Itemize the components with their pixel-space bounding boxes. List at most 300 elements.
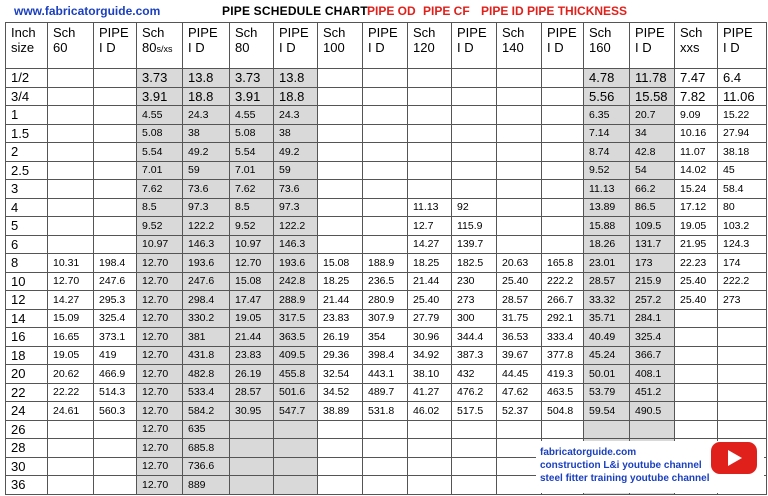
- table-cell: 5.54: [137, 143, 183, 162]
- table-cell: [48, 235, 94, 254]
- pipe-size-cell: 3: [6, 180, 48, 199]
- table-cell: 222.2: [718, 272, 767, 291]
- table-cell: [497, 69, 542, 88]
- table-cell: [363, 143, 408, 162]
- pipe-size-cell: 2: [6, 143, 48, 162]
- table-cell: [94, 161, 137, 180]
- table-cell: [363, 198, 408, 217]
- table-cell: 9.52: [230, 217, 274, 236]
- table-cell: 387.3: [452, 346, 497, 365]
- column-header-value: 80: [235, 40, 250, 55]
- table-cell: [318, 143, 363, 162]
- pipe-size-cell: 28: [6, 439, 48, 458]
- table-cell: 7.82: [675, 87, 718, 106]
- table-cell: [94, 457, 137, 476]
- table-cell: [363, 457, 408, 476]
- play-icon: [728, 450, 742, 466]
- table-cell: 12.70: [137, 476, 183, 495]
- table-cell: [497, 143, 542, 162]
- table-cell: 21.95: [675, 235, 718, 254]
- table-cell: [48, 420, 94, 439]
- table-cell: [318, 420, 363, 439]
- table-cell: 38.89: [318, 402, 363, 421]
- table-cell: 86.5: [630, 198, 675, 217]
- table-cell: 5.08: [230, 124, 274, 143]
- table-cell: 80: [718, 198, 767, 217]
- table-cell: [497, 476, 542, 495]
- table-cell: [452, 161, 497, 180]
- table-cell: 13.8: [183, 69, 230, 88]
- table-cell: 18.8: [183, 87, 230, 106]
- table-cell: 40.49: [584, 328, 630, 347]
- table-cell: [452, 87, 497, 106]
- table-cell: 26.19: [230, 365, 274, 384]
- table-cell: [230, 457, 274, 476]
- table-cell: 584.2: [183, 402, 230, 421]
- table-cell: [408, 457, 452, 476]
- table-cell: [94, 235, 137, 254]
- table-cell: 10.97: [137, 235, 183, 254]
- table-cell: 432: [452, 365, 497, 384]
- column-header-line1: Sch: [413, 25, 436, 40]
- table-cell: 21.44: [318, 291, 363, 310]
- table-cell: 408.1: [630, 365, 675, 384]
- table-cell: [408, 180, 452, 199]
- table-cell: [94, 69, 137, 88]
- table-cell: [542, 235, 584, 254]
- pipe-size-cell: 18: [6, 346, 48, 365]
- column-header-line2: [680, 40, 717, 55]
- table-cell: [94, 124, 137, 143]
- table-cell: 298.4: [183, 291, 230, 310]
- table-cell: 419.3: [542, 365, 584, 384]
- table-cell: [542, 161, 584, 180]
- table-cell: 122.2: [274, 217, 318, 236]
- table-cell: [318, 235, 363, 254]
- table-cell: 25.40: [497, 272, 542, 291]
- table-cell: 455.8: [274, 365, 318, 384]
- table-cell: 889: [183, 476, 230, 495]
- table-cell: 34: [630, 124, 675, 143]
- table-cell: 20.63: [497, 254, 542, 273]
- table-cell: [497, 161, 542, 180]
- column-header-line1: PIPE: [279, 25, 309, 40]
- table-cell: 15.24: [675, 180, 718, 199]
- column-header-line1: Inch: [11, 25, 36, 40]
- pipe-size-cell: 5: [6, 217, 48, 236]
- table-cell: 547.7: [274, 402, 318, 421]
- table-row: [6, 217, 767, 236]
- table-row: [6, 198, 767, 217]
- pipe-size-cell: 1: [6, 106, 48, 125]
- promo-site[interactable]: fabricatorguide.com: [540, 447, 637, 458]
- table-cell: 12.70: [137, 328, 183, 347]
- table-cell: 38.10: [408, 365, 452, 384]
- table-cell: [408, 106, 452, 125]
- table-cell: 34.52: [318, 383, 363, 402]
- table-cell: 17.12: [675, 198, 718, 217]
- table-cell: [497, 87, 542, 106]
- table-cell: [48, 106, 94, 125]
- tag-pipe-id-thickness: PIPE ID PIPE THICKNESS: [481, 4, 628, 18]
- table-row: [6, 346, 767, 365]
- table-cell: 363.5: [274, 328, 318, 347]
- table-cell: [48, 161, 94, 180]
- table-cell: [48, 87, 94, 106]
- table-cell: 24.3: [183, 106, 230, 125]
- table-cell: [584, 420, 630, 439]
- table-cell: 12.70: [137, 254, 183, 273]
- table-cell: 504.8: [542, 402, 584, 421]
- site-url[interactable]: www.fabricatorguide.com: [14, 4, 161, 18]
- table-cell: [452, 69, 497, 88]
- table-cell: 45.24: [584, 346, 630, 365]
- column-header: [137, 23, 183, 69]
- promo-channel-1[interactable]: construction L&i youtube channel: [540, 460, 702, 471]
- table-cell: 182.5: [452, 254, 497, 273]
- column-header-value: xxs: [680, 40, 700, 55]
- table-cell: 174: [718, 254, 767, 273]
- table-cell: 273: [452, 291, 497, 310]
- table-cell: [718, 420, 767, 439]
- table-cell: 26.19: [318, 328, 363, 347]
- column-header-line1: PIPE: [723, 25, 753, 40]
- table-cell: 7.62: [137, 180, 183, 199]
- table-cell: 489.7: [363, 383, 408, 402]
- pipe-size-cell: 1.5: [6, 124, 48, 143]
- table-cell: 30.95: [230, 402, 274, 421]
- table-cell: 5.56: [584, 87, 630, 106]
- table-cell: 44.45: [497, 365, 542, 384]
- table-row: [6, 309, 767, 328]
- table-cell: 12.70: [137, 402, 183, 421]
- table-cell: 12.70: [230, 254, 274, 273]
- table-cell: 284.1: [630, 309, 675, 328]
- column-header-suffix: s/xs: [156, 44, 173, 54]
- table-cell: 9.52: [584, 161, 630, 180]
- table-cell: 198.4: [94, 254, 137, 273]
- column-header-line2: [53, 40, 93, 55]
- table-cell: 59.54: [584, 402, 630, 421]
- table-cell: 33.32: [584, 291, 630, 310]
- column-header-line2: [99, 40, 136, 55]
- table-cell: 59: [183, 161, 230, 180]
- table-cell: 193.6: [183, 254, 230, 273]
- table-cell: 35.71: [584, 309, 630, 328]
- table-cell: [718, 402, 767, 421]
- column-header-line2: [457, 40, 496, 55]
- table-cell: 73.6: [183, 180, 230, 199]
- table-cell: [363, 124, 408, 143]
- table-cell: [497, 217, 542, 236]
- table-row: [6, 87, 767, 106]
- table-cell: 431.8: [183, 346, 230, 365]
- table-cell: 19.05: [675, 217, 718, 236]
- table-cell: 373.1: [94, 328, 137, 347]
- table-cell: [452, 457, 497, 476]
- table-cell: 4.55: [137, 106, 183, 125]
- table-row: [6, 235, 767, 254]
- table-cell: 52.37: [497, 402, 542, 421]
- table-cell: [452, 420, 497, 439]
- column-header-line1: Sch: [323, 25, 346, 40]
- table-cell: 222.2: [542, 272, 584, 291]
- table-cell: 443.1: [363, 365, 408, 384]
- table-cell: 188.9: [363, 254, 408, 273]
- table-cell: [318, 124, 363, 143]
- table-cell: [363, 420, 408, 439]
- table-cell: 5.08: [137, 124, 183, 143]
- column-header-line1: Sch: [235, 25, 258, 40]
- column-header: [48, 23, 94, 69]
- table-cell: 15.58: [630, 87, 675, 106]
- table-row: [6, 365, 767, 384]
- table-cell: [497, 420, 542, 439]
- table-cell: 354: [363, 328, 408, 347]
- table-cell: [675, 383, 718, 402]
- column-header-line1: PIPE: [368, 25, 398, 40]
- table-cell: [675, 309, 718, 328]
- table-cell: 7.01: [137, 161, 183, 180]
- table-cell: 409.5: [274, 346, 318, 365]
- table-cell: 16.65: [48, 328, 94, 347]
- table-cell: [94, 420, 137, 439]
- column-header-line1: PIPE: [99, 25, 129, 40]
- table-cell: 38.18: [718, 143, 767, 162]
- table-cell: 28.57: [497, 291, 542, 310]
- table-cell: 47.62: [497, 383, 542, 402]
- table-cell: 173: [630, 254, 675, 273]
- tag-pipe-cf: PIPE CF: [423, 4, 470, 18]
- column-header-line1: Sch: [53, 25, 76, 40]
- table-cell: 273: [718, 291, 767, 310]
- table-cell: 15.08: [318, 254, 363, 273]
- table-cell: 295.3: [94, 291, 137, 310]
- table-cell: 21.44: [408, 272, 452, 291]
- table-row: [6, 420, 767, 439]
- table-cell: 22.23: [675, 254, 718, 273]
- column-header: [584, 23, 630, 69]
- table-cell: 685.8: [183, 439, 230, 458]
- column-header-line1: Sch: [142, 25, 165, 40]
- table-cell: 23.83: [230, 346, 274, 365]
- pipe-size-cell: 14: [6, 309, 48, 328]
- column-header-line2: [547, 40, 583, 55]
- table-cell: 27.94: [718, 124, 767, 143]
- table-cell: 50.01: [584, 365, 630, 384]
- table-cell: 66.2: [630, 180, 675, 199]
- table-row: [6, 254, 767, 273]
- table-row: [6, 402, 767, 421]
- table-cell: [408, 69, 452, 88]
- table-row: [6, 143, 767, 162]
- column-header-line2: [723, 40, 766, 55]
- column-header-value: I D: [188, 40, 205, 55]
- column-header: [274, 23, 318, 69]
- table-cell: 146.3: [274, 235, 318, 254]
- table-cell: [363, 106, 408, 125]
- table-cell: 242.8: [274, 272, 318, 291]
- table-cell: [542, 124, 584, 143]
- table-cell: 193.6: [274, 254, 318, 273]
- table-cell: [94, 439, 137, 458]
- table-cell: 8.5: [137, 198, 183, 217]
- column-header-line2: [11, 40, 47, 55]
- table-cell: [230, 439, 274, 458]
- table-cell: 58.4: [718, 180, 767, 199]
- table-cell: 560.3: [94, 402, 137, 421]
- table-cell: 14.02: [675, 161, 718, 180]
- table-cell: 10.31: [48, 254, 94, 273]
- table-cell: [452, 180, 497, 199]
- table-cell: [542, 69, 584, 88]
- table-cell: 25.40: [408, 291, 452, 310]
- table-cell: 34.92: [408, 346, 452, 365]
- table-cell: [718, 383, 767, 402]
- table-cell: [318, 69, 363, 88]
- table-cell: 451.2: [630, 383, 675, 402]
- table-cell: [318, 457, 363, 476]
- table-cell: 12.70: [137, 309, 183, 328]
- table-cell: 288.9: [274, 291, 318, 310]
- table-cell: 18.25: [318, 272, 363, 291]
- table-row: [6, 383, 767, 402]
- table-cell: [497, 106, 542, 125]
- table-cell: [452, 439, 497, 458]
- table-cell: 39.67: [497, 346, 542, 365]
- table-cell: [452, 143, 497, 162]
- table-cell: 13.8: [274, 69, 318, 88]
- table-cell: [542, 180, 584, 199]
- table-cell: [408, 439, 452, 458]
- column-header: [408, 23, 452, 69]
- table-cell: 15.08: [230, 272, 274, 291]
- youtube-icon[interactable]: [711, 442, 757, 474]
- table-cell: 124.3: [718, 235, 767, 254]
- table-cell: 12.70: [137, 420, 183, 439]
- table-cell: 165.8: [542, 254, 584, 273]
- table-cell: 4.55: [230, 106, 274, 125]
- table-cell: 146.3: [183, 235, 230, 254]
- table-cell: 398.4: [363, 346, 408, 365]
- column-header-value: I D: [279, 40, 296, 55]
- table-cell: [274, 476, 318, 495]
- table-cell: 19.05: [230, 309, 274, 328]
- table-cell: 330.2: [183, 309, 230, 328]
- column-header-value: 80: [142, 40, 157, 55]
- table-cell: [542, 143, 584, 162]
- column-header-line2: [235, 40, 273, 55]
- table-cell: 12.70: [48, 272, 94, 291]
- pipe-size-cell: 20: [6, 365, 48, 384]
- table-cell: 366.7: [630, 346, 675, 365]
- pipe-size-cell: 22: [6, 383, 48, 402]
- table-cell: 325.4: [94, 309, 137, 328]
- column-header-value: 140: [502, 40, 524, 55]
- table-cell: 23.83: [318, 309, 363, 328]
- table-cell: 533.4: [183, 383, 230, 402]
- table-cell: 38: [183, 124, 230, 143]
- column-header-value: I D: [99, 40, 116, 55]
- table-cell: [318, 217, 363, 236]
- table-cell: 17.47: [230, 291, 274, 310]
- table-cell: 230: [452, 272, 497, 291]
- table-cell: [542, 420, 584, 439]
- pipe-size-cell: 30: [6, 457, 48, 476]
- table-cell: [94, 217, 137, 236]
- table-cell: 14.27: [408, 235, 452, 254]
- table-cell: 12.70: [137, 457, 183, 476]
- table-cell: 736.6: [183, 457, 230, 476]
- table-cell: 36.53: [497, 328, 542, 347]
- column-header-line1: PIPE: [188, 25, 218, 40]
- pipe-schedule-table: [5, 22, 767, 495]
- column-header-value: 120: [413, 40, 435, 55]
- column-header-line2: [413, 40, 451, 55]
- table-cell: 7.47: [675, 69, 718, 88]
- column-header-value: 160: [589, 40, 611, 55]
- table-cell: 97.3: [183, 198, 230, 217]
- column-header-value: I D: [368, 40, 385, 55]
- table-cell: 333.4: [542, 328, 584, 347]
- table-cell: 31.75: [497, 309, 542, 328]
- column-header: [6, 23, 48, 69]
- table-cell: 7.01: [230, 161, 274, 180]
- table-cell: 482.8: [183, 365, 230, 384]
- table-cell: 12.70: [137, 291, 183, 310]
- table-row: [6, 69, 767, 88]
- column-header: [675, 23, 718, 69]
- table-cell: [408, 124, 452, 143]
- table-cell: [94, 180, 137, 199]
- table-cell: [675, 402, 718, 421]
- table-cell: [408, 420, 452, 439]
- column-header-line2: [589, 40, 629, 55]
- table-cell: 466.9: [94, 365, 137, 384]
- column-header-value: I D: [457, 40, 474, 55]
- table-cell: 307.9: [363, 309, 408, 328]
- table-cell: 23.01: [584, 254, 630, 273]
- table-cell: [718, 365, 767, 384]
- table-cell: 20.7: [630, 106, 675, 125]
- pipe-size-cell: 24: [6, 402, 48, 421]
- table-cell: 463.5: [542, 383, 584, 402]
- pipe-size-cell: 8: [6, 254, 48, 273]
- table-cell: 46.02: [408, 402, 452, 421]
- table-cell: 292.1: [542, 309, 584, 328]
- table-cell: 12.70: [137, 346, 183, 365]
- table-cell: [542, 87, 584, 106]
- pipe-size-cell: 10: [6, 272, 48, 291]
- table-cell: [94, 143, 137, 162]
- table-cell: 12.70: [137, 272, 183, 291]
- table-cell: [630, 420, 675, 439]
- promo-channel-2[interactable]: steel fitter training youtube channel: [540, 473, 710, 484]
- table-cell: 300: [452, 309, 497, 328]
- table-cell: 3.91: [230, 87, 274, 106]
- table-cell: 53.79: [584, 383, 630, 402]
- table-cell: 236.5: [363, 272, 408, 291]
- table-cell: 15.88: [584, 217, 630, 236]
- column-header: [497, 23, 542, 69]
- column-header-line2: [502, 40, 541, 55]
- pipe-size-cell: 6: [6, 235, 48, 254]
- table-cell: 490.5: [630, 402, 675, 421]
- table-row: [6, 124, 767, 143]
- title-bar: [0, 0, 768, 22]
- table-cell: [497, 439, 542, 458]
- table-cell: 8.5: [230, 198, 274, 217]
